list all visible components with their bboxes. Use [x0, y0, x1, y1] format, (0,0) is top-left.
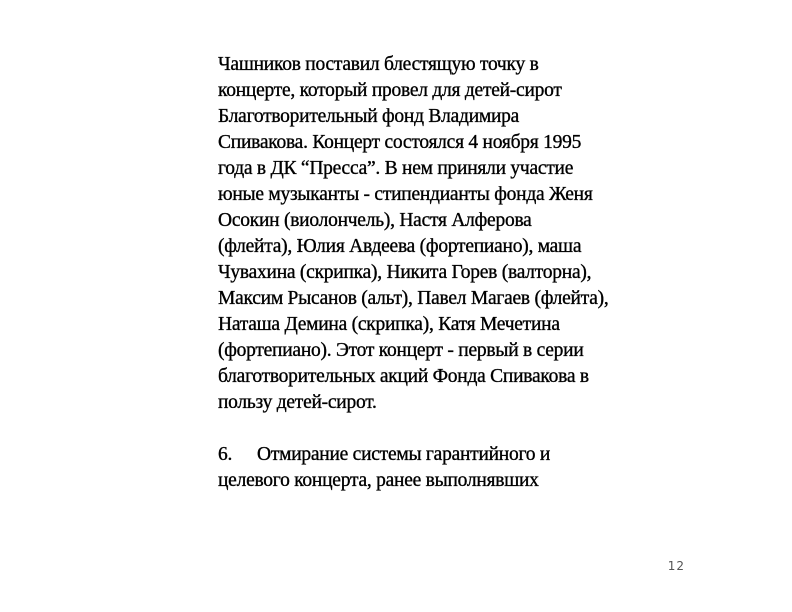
paragraph-line: юные музыканты - стипендианты фонда Женя	[218, 184, 593, 205]
paragraph-line: Наташа Демина (скрипка), Катя Мечетина	[218, 314, 560, 335]
list-item-text: Отмирание системы гарантийного и	[257, 444, 551, 465]
paragraph-line: года в ДК “Пресса”. В нем приняли участие	[218, 158, 574, 179]
paragraph-line: благотворительных акций Фонда Спивакова в	[218, 366, 589, 387]
paragraph-gap	[218, 416, 698, 442]
paragraph-line: Чашников поставил блестящую точку в	[218, 54, 539, 75]
list-item-continuation: целевого концерта, ранее выполнявших	[218, 470, 539, 491]
paragraph-line: Благотворительный фонд Владимира	[218, 106, 520, 127]
list-item-line	[218, 442, 698, 468]
paragraph-line: Спивакова. Концерт состоялся 4 ноября 1995	[218, 132, 582, 153]
paragraph-line: концерте, который провел для детей-сирот	[218, 80, 562, 101]
paragraph-line: (флейта), Юлия Авдеева (фортепиано), маша	[218, 236, 582, 257]
paragraph-line: Максим Рысанов (альт), Павел Магаев (флейта),	[218, 288, 609, 309]
body-text	[218, 52, 698, 494]
page-number: 12	[667, 559, 685, 573]
paragraph-line: Осокин (виолончель), Настя Алферова	[218, 210, 532, 231]
paragraph-line: (фортепиано). Этот концерт - первый в серии	[218, 340, 584, 361]
list-item-number: 6.	[218, 444, 233, 465]
paragraph-line: Чувахина (скрипка), Никита Горев (валторна),	[218, 262, 592, 283]
paragraph-line: пользу детей-сирот.	[218, 392, 377, 413]
